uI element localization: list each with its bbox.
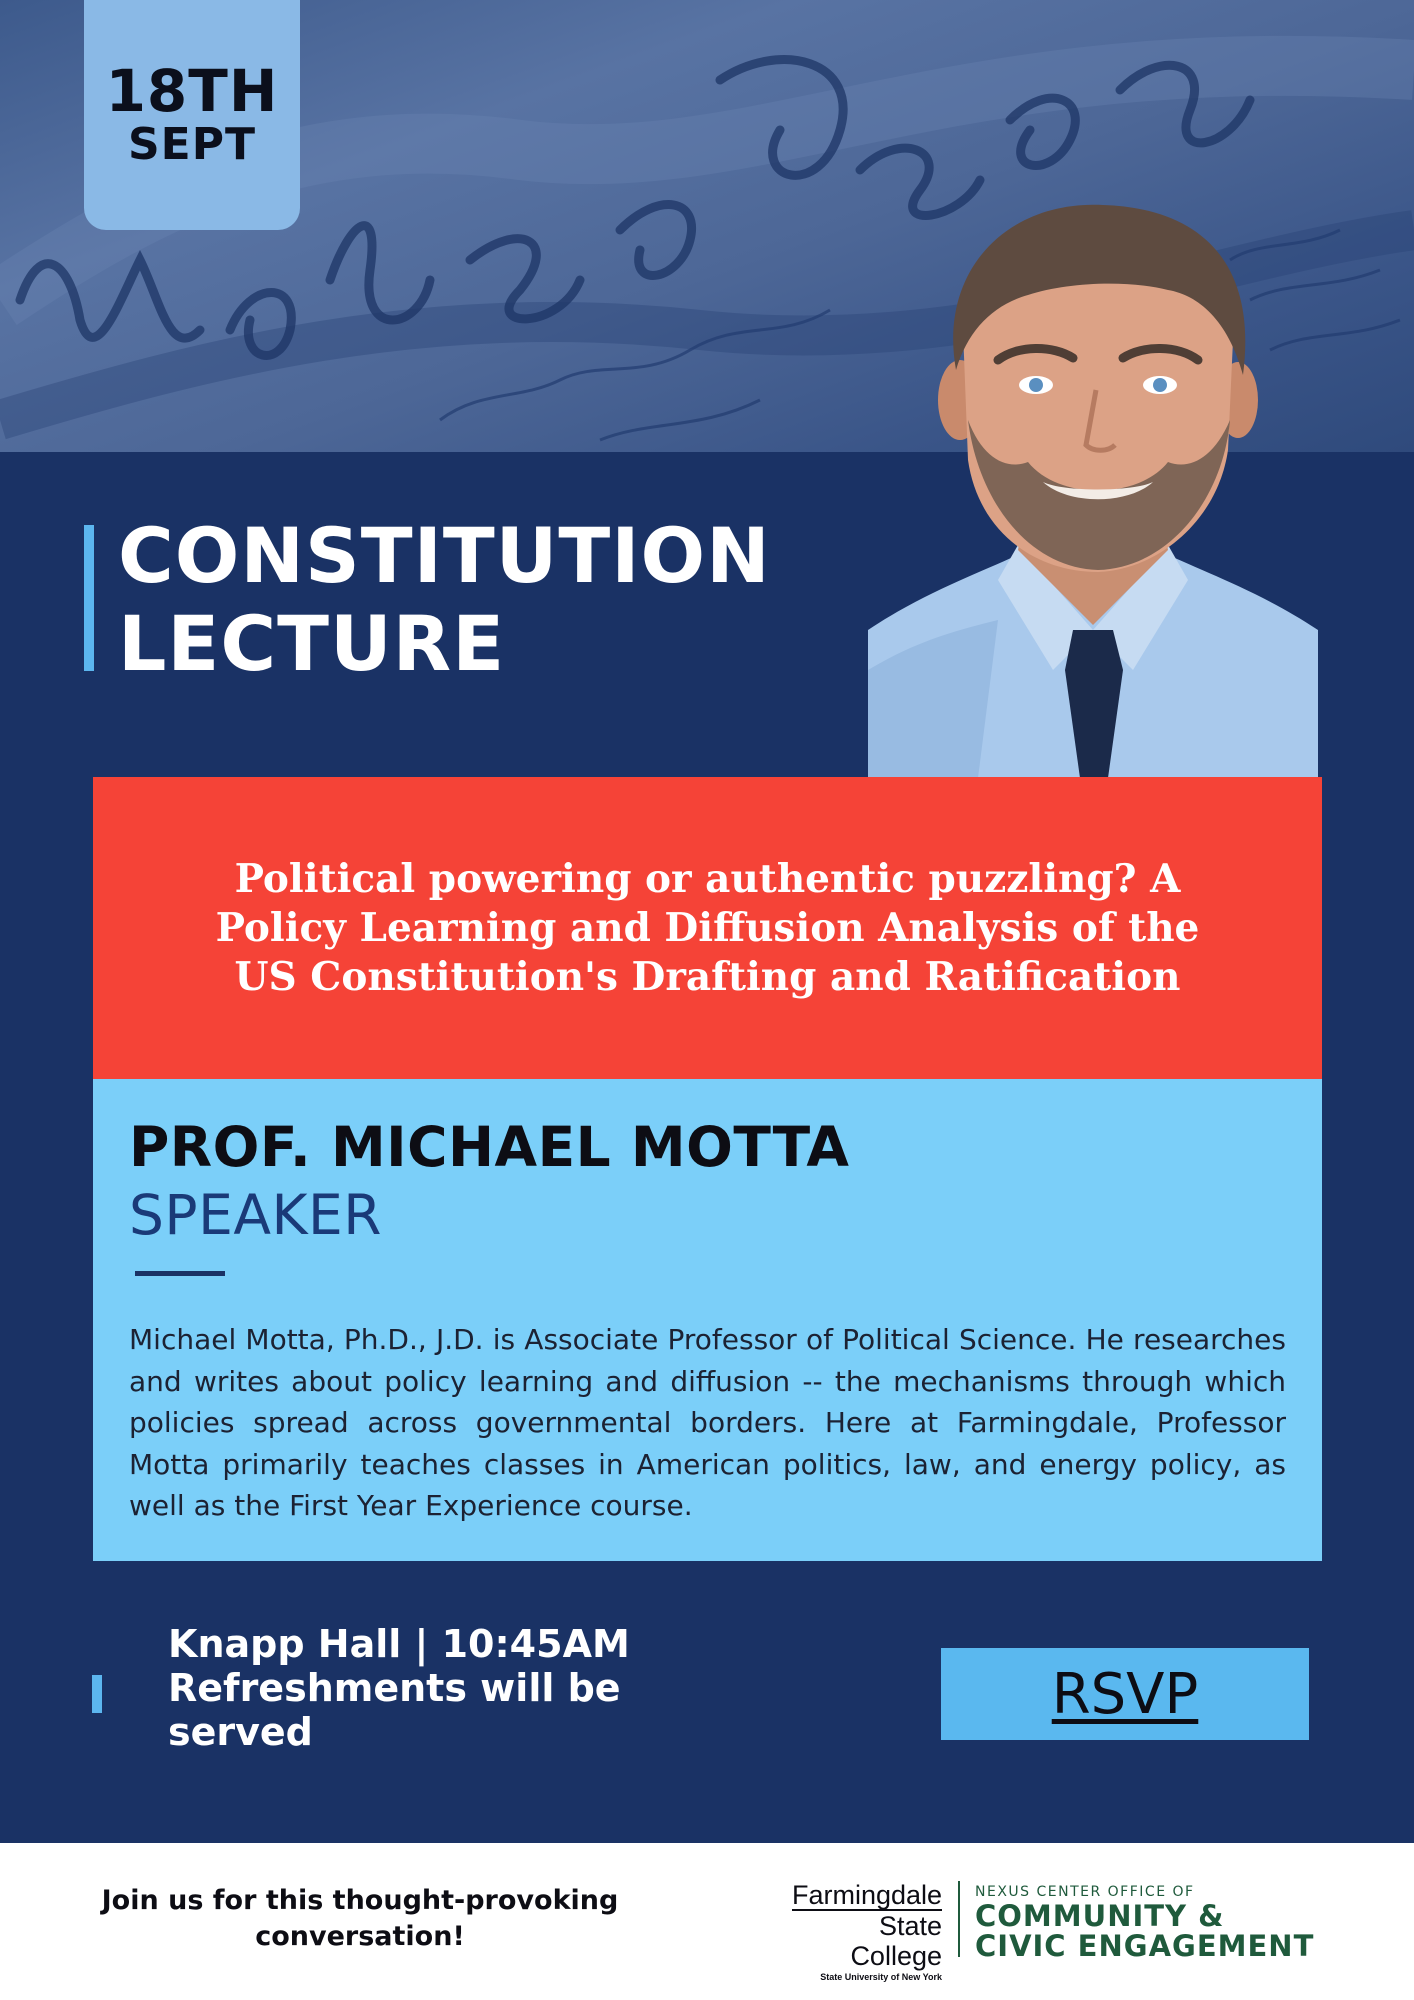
- speaker-section: [93, 1079, 1322, 1561]
- date-day: 18TH: [105, 57, 279, 126]
- nexus-center-logo: [975, 1883, 1314, 1961]
- college-subtitle: State University of New York: [820, 1972, 942, 1982]
- event-refreshments: Refreshments will be served: [168, 1666, 621, 1754]
- speaker-divider: [135, 1271, 225, 1276]
- office-line-2: COMMUNITY &: [975, 1899, 1225, 1933]
- date-month: SEPT: [127, 119, 256, 171]
- title-line-2: LECTURE: [118, 599, 506, 688]
- speaker-role: SPEAKER: [129, 1183, 382, 1247]
- event-location-time: Knapp Hall | 10:45AM: [168, 1622, 630, 1666]
- speaker-photo: [868, 200, 1318, 778]
- office-line-3: CIVIC ENGAGEMENT: [975, 1929, 1315, 1963]
- lecture-topic-box: [93, 777, 1322, 1079]
- logo-divider: [958, 1881, 960, 1957]
- info-accent-bar: [92, 1675, 102, 1713]
- college-name-line-2: State College: [850, 1911, 942, 1971]
- speaker-portrait-graphic: [868, 200, 1318, 778]
- title-line-1: CONSTITUTION: [118, 511, 771, 600]
- office-line-1: NEXUS CENTER OFFICE OF: [975, 1884, 1195, 1900]
- event-info: [168, 1622, 688, 1754]
- speaker-name: PROF. MICHAEL MOTTA: [129, 1115, 850, 1179]
- lecture-topic: Political powering or authentic puzzling? A Policy Learning and Diffusion Analysis of the US Constitution's Drafting and Ratification: [215, 855, 1200, 1000]
- rsvp-button[interactable]: RSVP: [941, 1648, 1309, 1740]
- date-badge: [84, 0, 300, 230]
- footer: [0, 1843, 1414, 2000]
- title-accent-bar: [84, 525, 94, 671]
- speaker-bio: Michael Motta, Ph.D., J.D. is Associate Professor of Political Science. He researches and writes about policy learning and diffusion -- the mechanisms through which policies spread across governmental borders. Here at Farmingdale, Professor Motta primarily teaches classes in American politics, law, and energy policy, as well as the First Year Experience course.: [129, 1323, 1286, 1522]
- college-name-line-1: Farmingdale: [792, 1880, 943, 1910]
- footer-invite: Join us for this thought-provoking conversation!: [101, 1885, 619, 1952]
- page-title: [118, 512, 818, 688]
- farmingdale-logo: [792, 1881, 942, 1983]
